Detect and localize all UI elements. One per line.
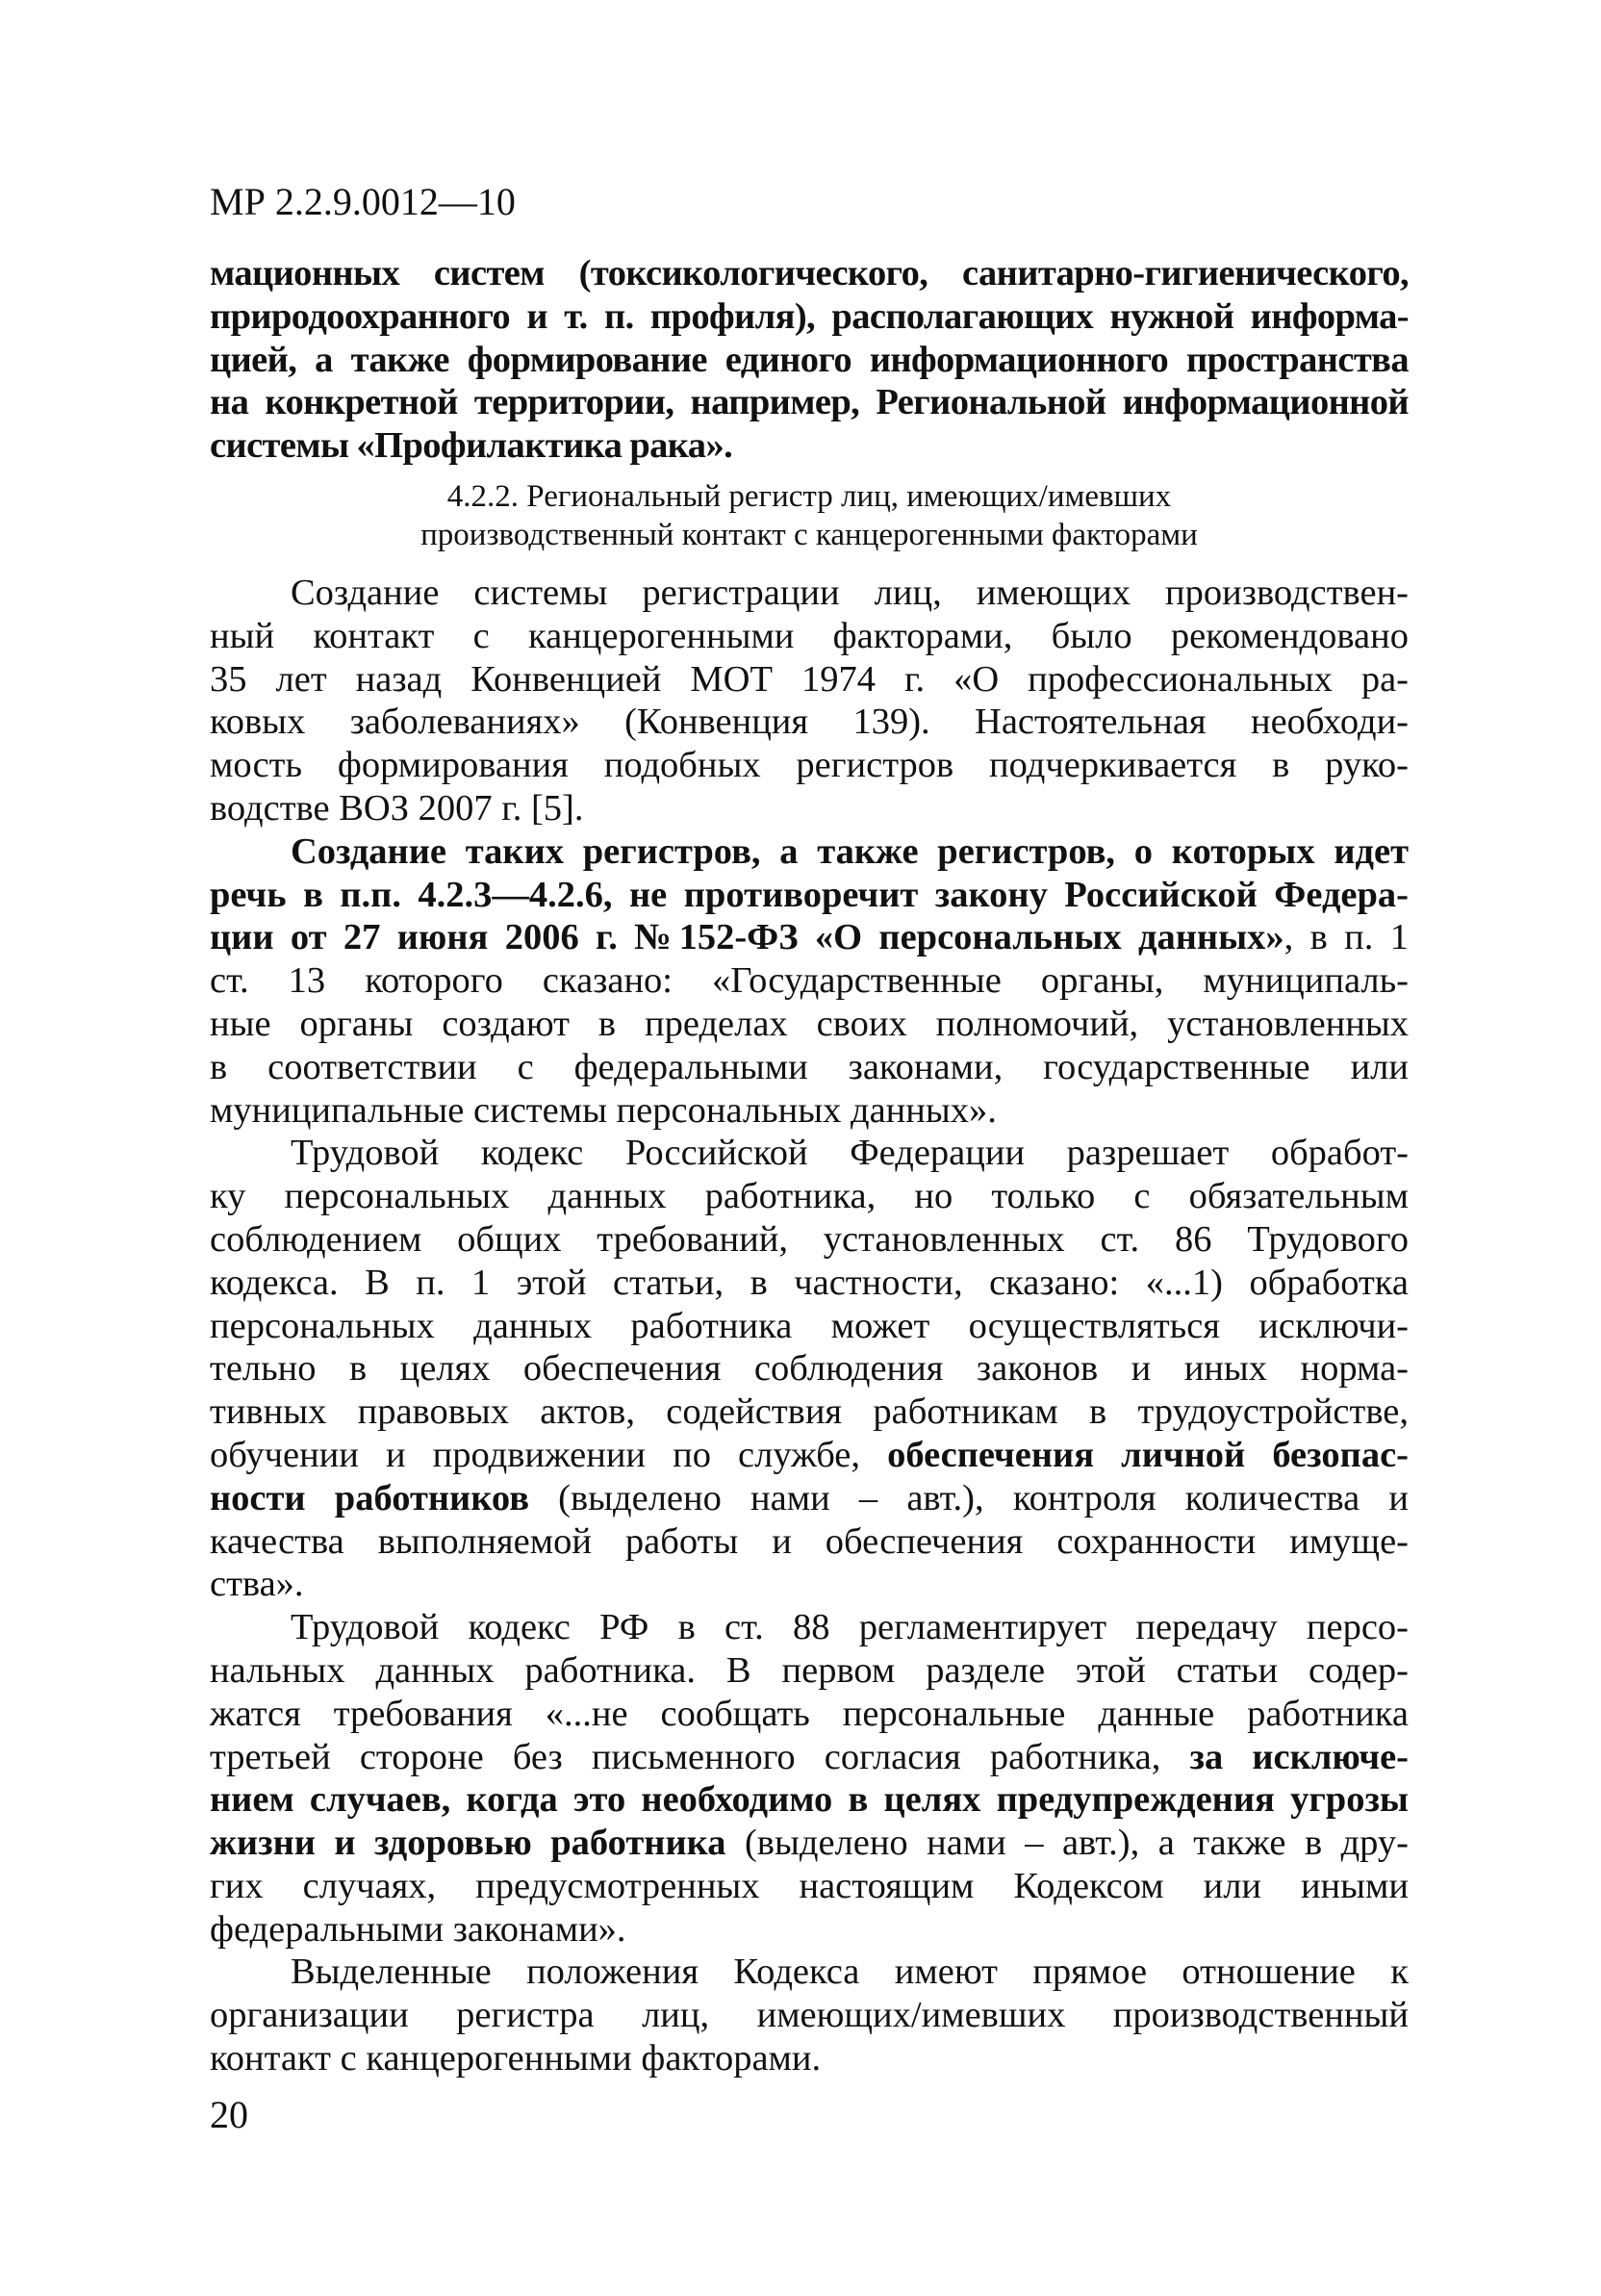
text-line: ковых заболеваниях» (Конвенция 139). Настоятельная необходи- (210, 702, 1409, 743)
text-line: качества выполняемой работы и обеспечения сохранности имуще- (210, 1520, 1409, 1562)
paragraph-4 (210, 1606, 1409, 1951)
page-number: 20 (210, 2093, 248, 2136)
text-line (210, 1736, 1409, 1779)
text-line: ст. 13 которого сказано: «Государственные органы, муниципаль- (210, 960, 1409, 1002)
text-line: природоохранного и т. п. профиля), располагающих нужной информа- (210, 295, 1409, 337)
bold-fragment: жизни и здоровью работника (210, 1823, 726, 1864)
text-line: организации регистра лиц, имеющих/имевших производственный (210, 1995, 1409, 2036)
text-line: жатся требования «...не сообщать персональные данные работника (210, 1693, 1409, 1734)
text-line: речь в п.п. 4.2.3—4.2.6, не противоречит закону Российской Федера- (210, 874, 1409, 915)
text-line: Выделенные положения Кодекса имеют прямое отношение к (291, 1952, 1409, 1993)
text-line: 35 лет назад Конвенцией МОТ 1974 г. «О профессиональных ра- (210, 658, 1409, 700)
section-heading-line: производственный контакт с канцерогенными факторами (420, 517, 1198, 552)
text-line: ные органы создают в пределах своих полномочий, установленных (210, 1003, 1409, 1044)
bold-fragment: обеспечения личной безопас- (887, 1434, 1409, 1475)
text-line: Создание таких регистров, а также регистров, о которых идет (291, 830, 1409, 872)
page-body (210, 252, 1409, 2080)
bold-fragment: ции от 27 июня 2006 г. №152-ФЗ «О персональных данных» (210, 917, 1284, 958)
text-line (210, 1434, 1409, 1477)
text-line: цией, а также формирование единого информационного пространства (210, 339, 1409, 380)
text-line: мационных систем (токсикологического, санитарно-гигиенического, (210, 253, 1409, 293)
text-fragment: обучении и продвижении по службе, (210, 1434, 888, 1475)
lead-paragraph (210, 252, 1409, 468)
text-line: Трудовой кодекс РФ в ст. 88 регламентирует передачу персо- (291, 1607, 1409, 1648)
text-fragment: третьей стороне без письменного согласия работника, (210, 1736, 1190, 1777)
text-line: нальных данных работника. В первом разделе этой статьи содер- (210, 1649, 1409, 1691)
text-line: тельно в целях обеспечения соблюдения законов и иных норма- (210, 1348, 1409, 1390)
section-heading-line: 4.2.2. Региональный регистр лиц, имеющих/имевших (446, 478, 1172, 514)
text-line: Трудовой кодекс Российской Федерации разрешает обработ- (291, 1133, 1409, 1174)
text-line: в соответствии с федеральными законами, государственные или (210, 1046, 1409, 1087)
section-heading (210, 477, 1409, 554)
text-fragment: , в п. 1 (1283, 917, 1409, 958)
text-line (210, 1822, 1409, 1865)
text-line: соблюдением общих требований, установленных ст. 86 Трудового (210, 1218, 1409, 1260)
text-line: кодекса. В п. 1 этой статьи, в частности, сказано: «...1) обработка (210, 1262, 1409, 1303)
text-line (210, 916, 1409, 959)
paragraph-5 (210, 1951, 1409, 2079)
text-line: федеральными законами». (210, 1908, 626, 1950)
text-line: нием случаев, когда это необходимо в целях предупреждения угрозы (210, 1779, 1409, 1821)
paragraph-1 (210, 572, 1409, 830)
bold-fragment: за исключе- (1189, 1736, 1409, 1777)
text-line: мость формирования подобных регистров подчеркивается в руко- (210, 745, 1409, 786)
text-line: гих случаях, предусмотренных настоящим Кодексом или иными (210, 1865, 1409, 1906)
text-line: муниципальные системы персональных данных». (210, 1089, 997, 1131)
text-line: контакт с канцерогенными факторами. (210, 2038, 822, 2079)
text-line: ный контакт с канцерогенными факторами, было рекомендовано (210, 615, 1409, 656)
text-line: на конкретной территории, например, Региональной информационной (210, 382, 1409, 423)
bold-fragment: ности работников (210, 1477, 529, 1518)
paragraph-3 (210, 1132, 1409, 1606)
text-line: Создание системы регистрации лиц, имеющих производствен- (291, 572, 1409, 613)
text-line: водстве ВОЗ 2007 г. [5]. (210, 787, 584, 829)
text-fragment: (выделено нами – авт.), контроля количества и (528, 1477, 1409, 1518)
text-line: ку персональных данных работника, но только с обязательным (210, 1176, 1409, 1217)
paragraph-2 (210, 830, 1409, 1133)
text-line: персональных данных работника может осуществляться исключи- (210, 1305, 1409, 1346)
text-line: тивных правовых актов, содействия работникам в трудоустройстве, (210, 1391, 1409, 1433)
document-code-header: МР 2.2.9.0012—10 (210, 180, 516, 223)
text-line: системы «Профилактика рака». (210, 425, 733, 467)
text-line (210, 1477, 1409, 1520)
text-line: ства». (210, 1564, 304, 1605)
text-fragment: (выделено нами – авт.), а также в дру- (725, 1823, 1409, 1864)
